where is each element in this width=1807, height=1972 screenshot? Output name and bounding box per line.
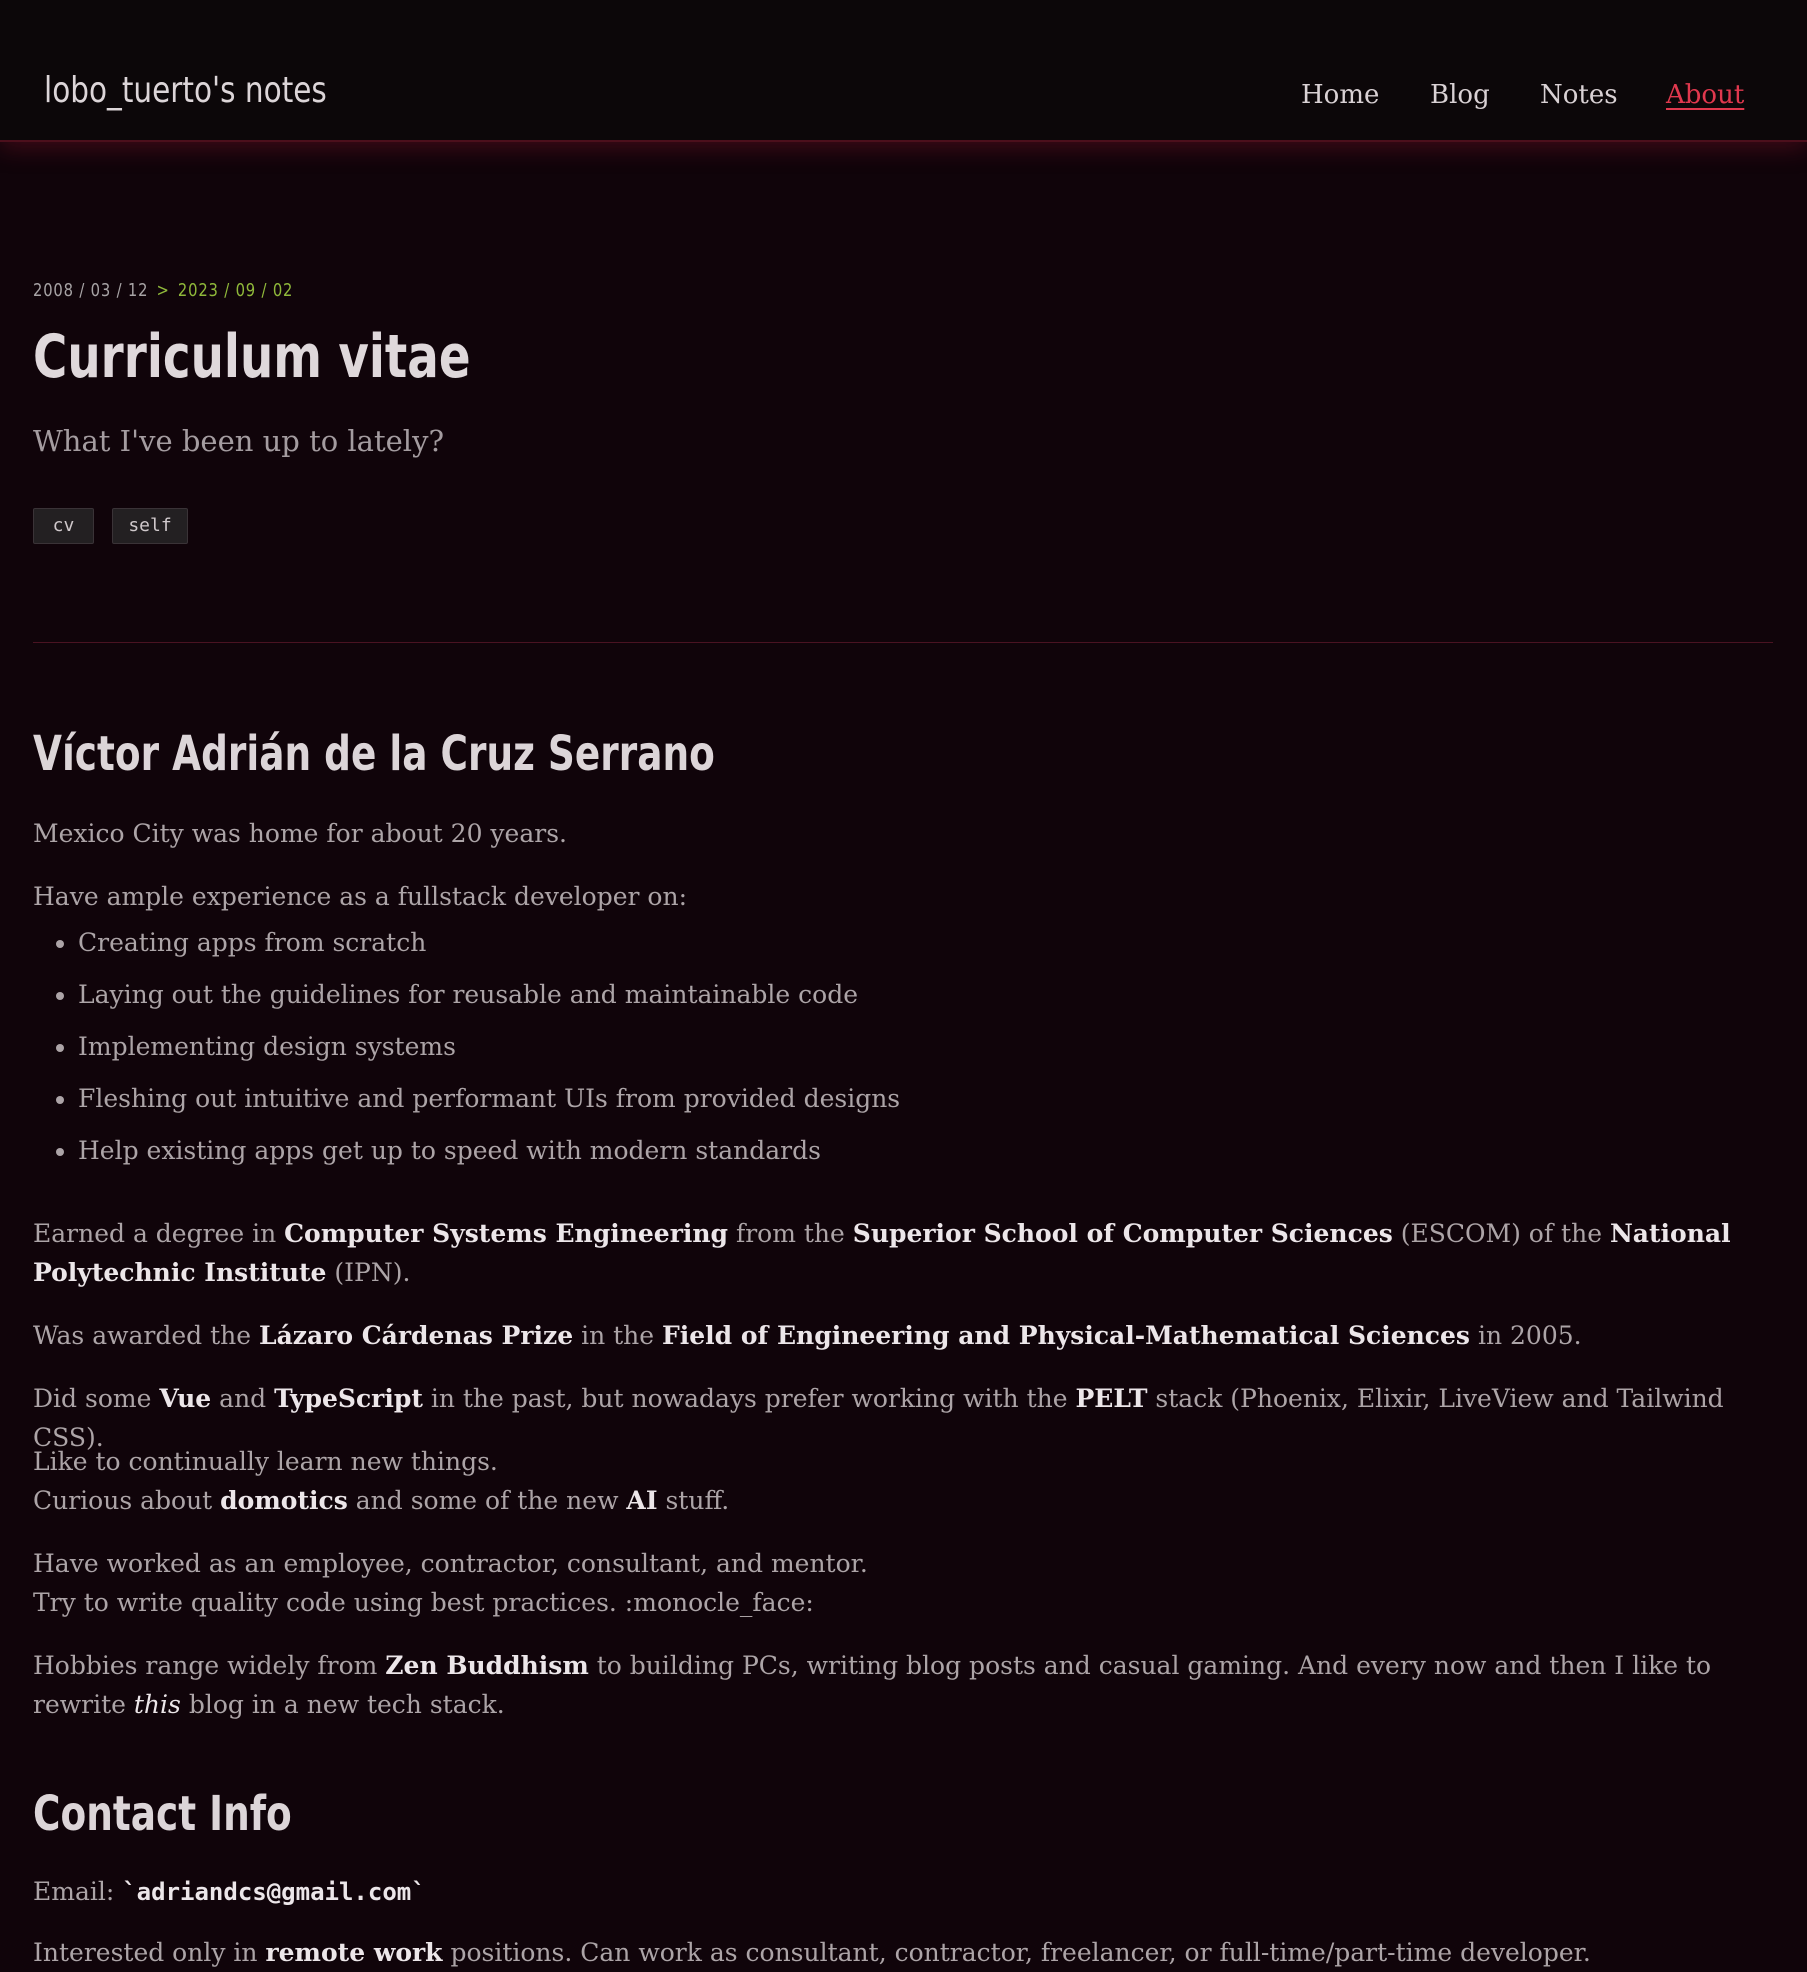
list-item: • Laying out the guidelines for reusable and maintainable code — [78, 969, 1807, 1021]
page-title: Curriculum vitae — [33, 322, 471, 392]
work-paragraph: Have worked as an employee, contractor, consultant, and mentor. Try to write quality code using best practices. :monocle_face: — [33, 1549, 868, 1617]
stack-paragraph: Did some Vue and TypeScript in the past, but nowadays prefer working with the PELT stack (Phoenix, Elixir, LiveView and Tailwind CSS). — [33, 1384, 1724, 1452]
list-item: • Fleshing out intuitive and performant UIs from provided designs — [78, 1073, 1807, 1125]
date-created: 2008 / 03 / 12 — [33, 280, 149, 301]
date-arrow-icon: > — [156, 280, 170, 301]
email-paragraph: Email: `adriandcs@gmail.com` — [33, 1877, 426, 1906]
tag-cv[interactable]: cv — [33, 508, 94, 544]
list-item: • Implementing design systems — [78, 1021, 1807, 1073]
remote-paragraph: Interested only in remote work positions. Can work as consultant, contractor, freelancer, or full-time/part-time developer. — [33, 1938, 1591, 1967]
date-updated: 2023 / 09 / 02 — [177, 280, 294, 301]
site-header — [0, 0, 1807, 142]
hobbies-paragraph: Hobbies range widely from Zen Buddhism to building PCs, writing blog posts and casual gaming. And every now and then I like to rewrite this blog in a new tech stack. — [33, 1651, 1712, 1719]
list-item: • Creating apps from scratch — [78, 917, 1807, 969]
experience-intro: Have ample experience as a fullstack developer on: — [33, 882, 687, 911]
contact-heading: Contact Info — [33, 1786, 292, 1842]
divider — [33, 642, 1773, 643]
post-dates — [33, 280, 293, 301]
bio-home: Mexico City was home for about 20 years. — [33, 819, 567, 848]
experience-list — [33, 917, 1807, 1177]
site-logo-link[interactable]: lobo_tuerto's notes — [44, 70, 327, 111]
tag-list — [33, 508, 233, 546]
nav-notes[interactable]: Notes — [1540, 80, 1618, 110]
learn-paragraph: Like to continually learn new things. Curious about domotics and some of the new AI stuff. — [33, 1447, 730, 1515]
page-subtitle: What I've been up to lately? — [33, 424, 444, 458]
email-value[interactable]: `adriandcs@gmail.com` — [122, 1878, 426, 1906]
list-item: • Help existing apps get up to speed with modern standards — [78, 1125, 1807, 1177]
nav-blog[interactable]: Blog — [1430, 80, 1490, 110]
nav-about[interactable]: About — [1666, 80, 1745, 110]
prize-paragraph: Was awarded the Lázaro Cárdenas Prize in the Field of Engineering and Physical-Mathematical Sciences in 2005. — [33, 1321, 1582, 1350]
degree-paragraph: Earned a degree in Computer Systems Engineering from the Superior School of Computer Sciences (ESCOM) of the National Polytechnic Institute (IPN). — [33, 1219, 1731, 1287]
bio-heading: Víctor Adrián de la Cruz Serrano — [33, 726, 715, 782]
tag-self[interactable]: self — [112, 508, 188, 544]
nav-home[interactable]: Home — [1301, 80, 1380, 110]
